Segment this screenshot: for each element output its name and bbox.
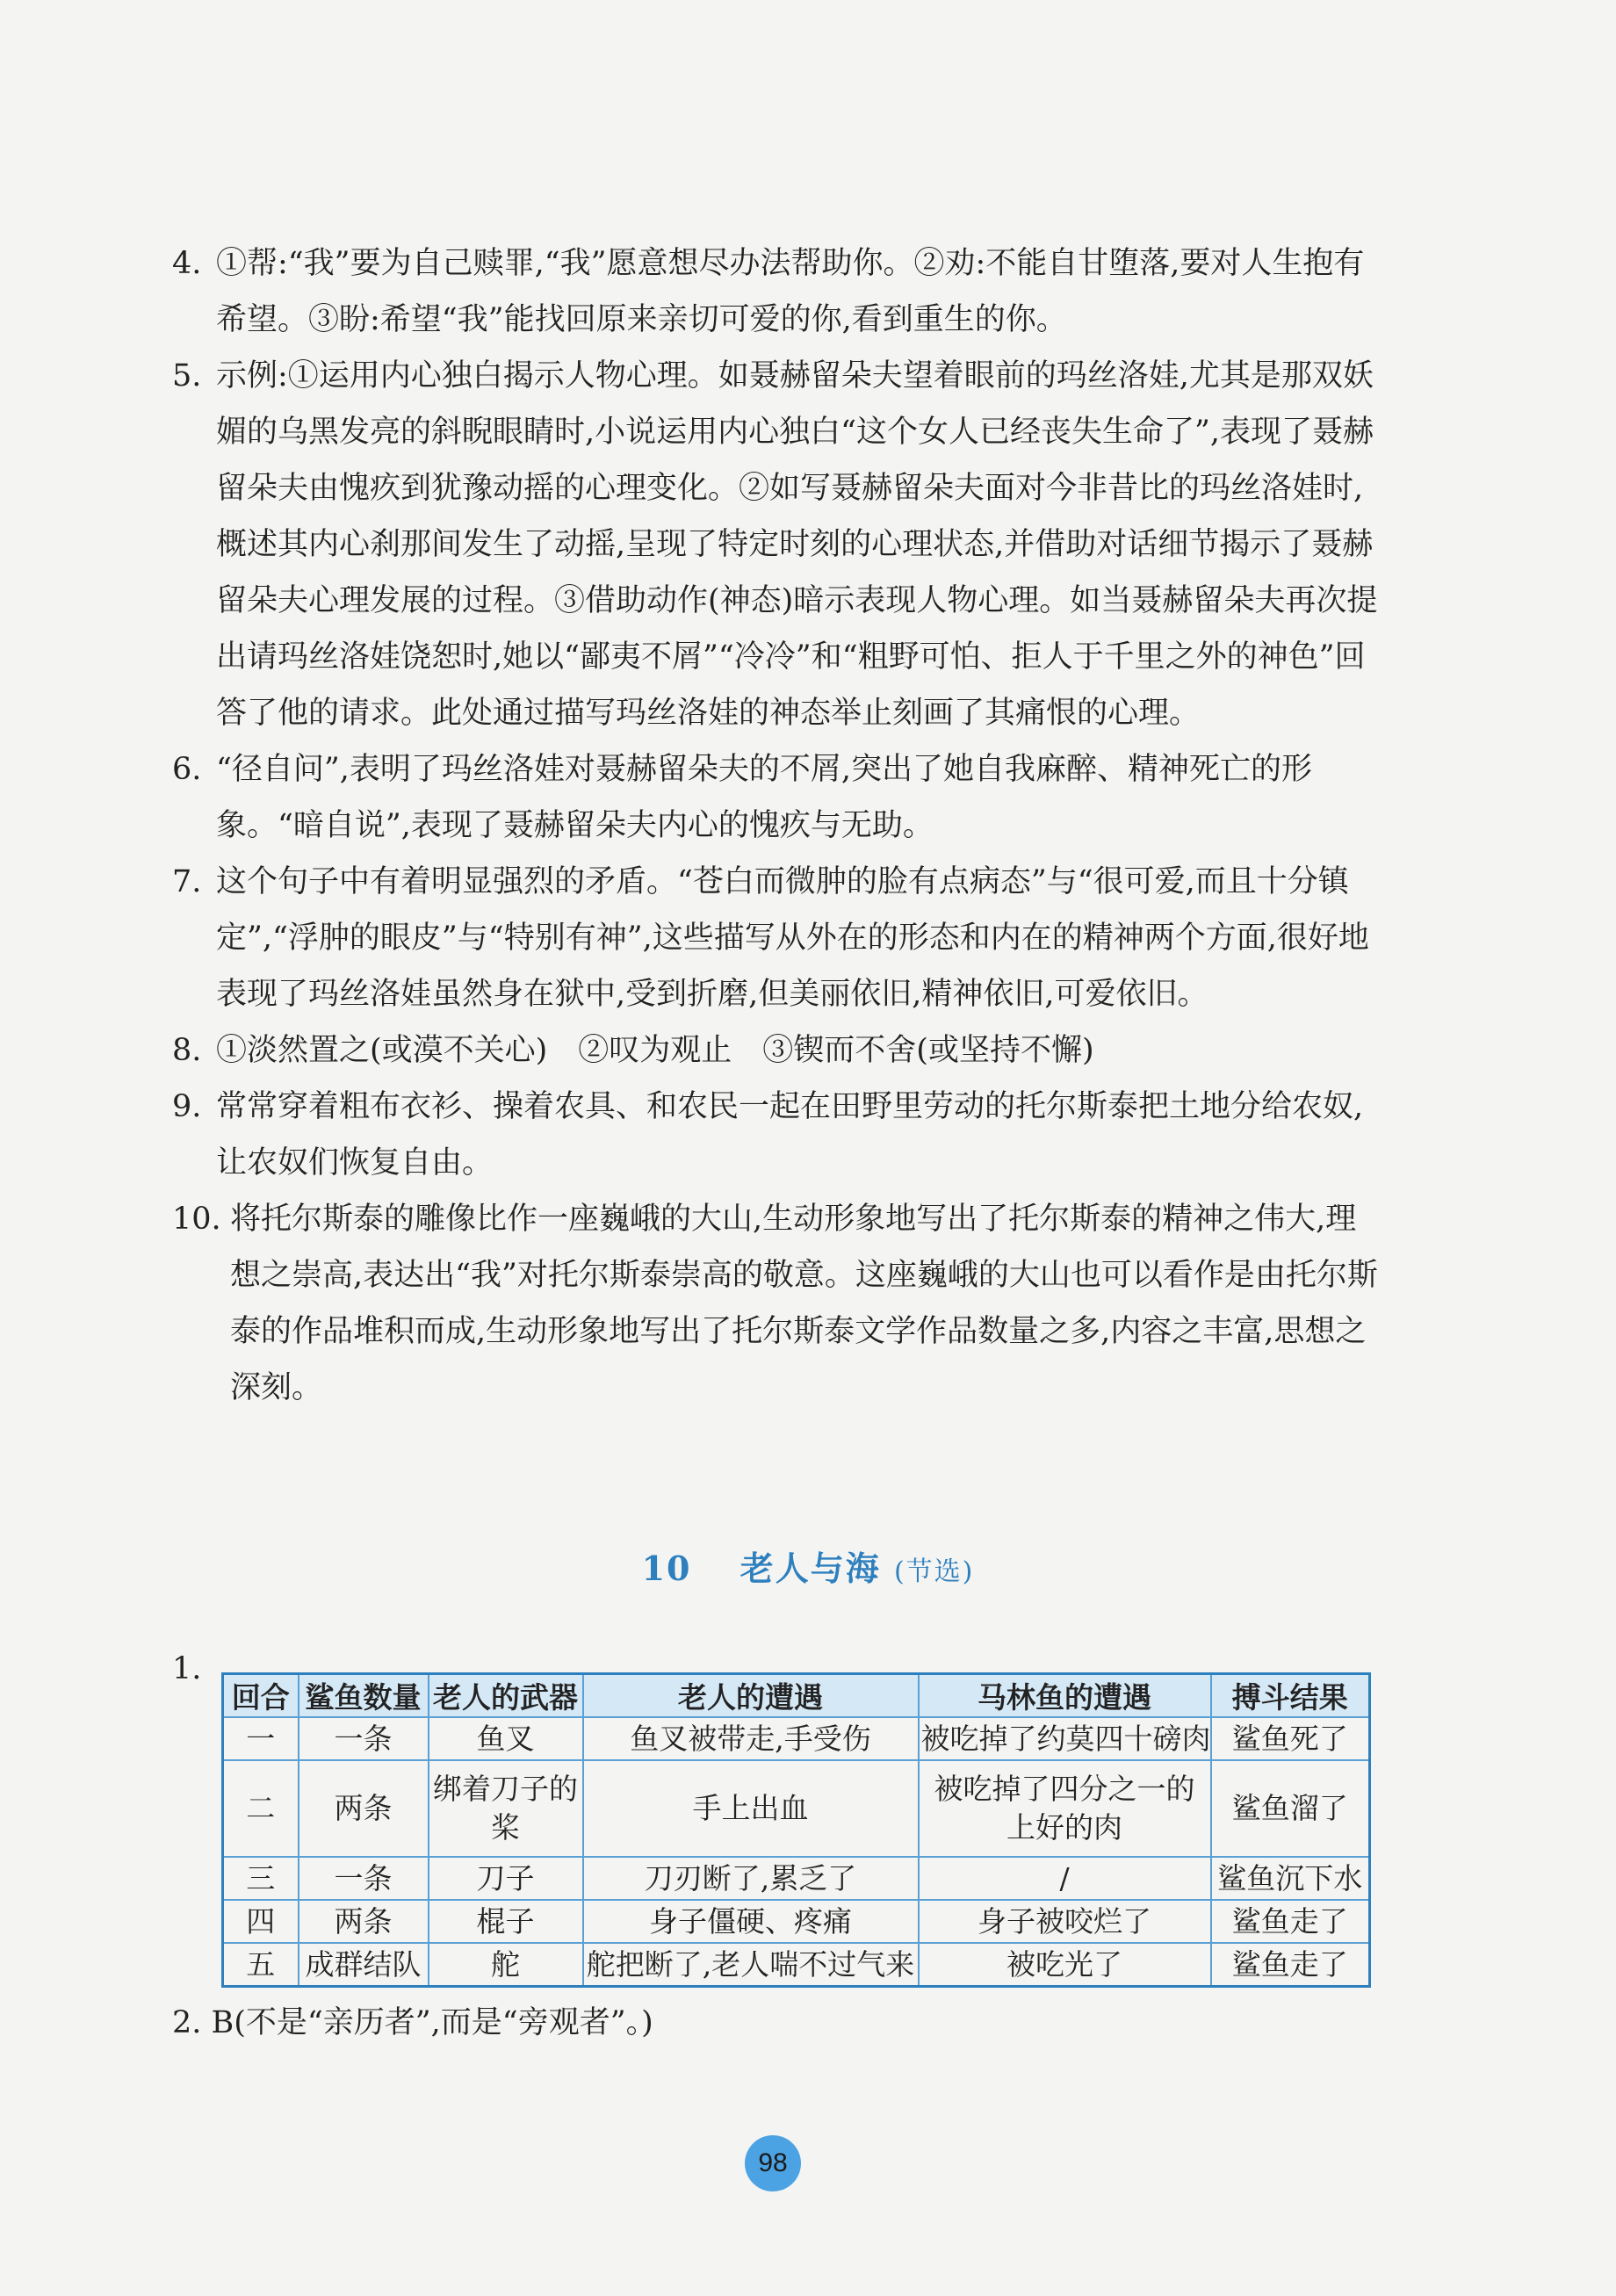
table-cell: 鱼叉被带走,手受伤 — [583, 1717, 919, 1760]
answer-item-6 — [172, 741, 1384, 854]
table-cell: 一条 — [299, 1717, 429, 1760]
answer-item-4 — [172, 235, 1384, 348]
table-cell: 鲨鱼溜了 — [1211, 1760, 1370, 1857]
table-cell: 绑着刀子的桨 — [429, 1760, 583, 1857]
column-header: 鲨鱼数量 — [299, 1674, 429, 1718]
column-header: 搏斗结果 — [1211, 1674, 1370, 1718]
answer-number: 9. — [172, 1089, 202, 1124]
shark-encounter-table — [221, 1672, 1371, 1988]
table-row — [223, 1760, 1370, 1857]
answer-number: 4. — [172, 246, 202, 281]
answer-number: 7. — [172, 864, 202, 899]
section-number: 10 — [641, 1549, 692, 1588]
table-cell: 身子僵硬、疼痛 — [583, 1900, 919, 1943]
answer-text: “径自问”,表明了玛丝洛娃对聂赫留朵夫的不屑,突出了她自我麻醉、精神死亡的形象。“暗自说”,表现了聂赫留朵夫内心的愧疚与无助。 — [216, 752, 1313, 843]
section-title-text: 老人与海 — [739, 1549, 881, 1588]
section-title — [0, 1541, 1616, 1590]
table-cell: 一条 — [299, 1857, 429, 1900]
answer-text: 这个句子中有着明显强烈的矛盾。“苍白而微肿的脸有点病态”与“很可爱,而且十分镇定”,“浮肿的眼皮”与“特别有神”,这些描写从外在的形态和内在的精神两个方面,很好地表现了玛丝洛娃虽然身在狱中,受到折磨,但美丽依旧,精神依旧,可爱依旧。 — [216, 864, 1369, 1012]
column-header: 老人的武器 — [429, 1674, 583, 1718]
answer-item-7 — [172, 854, 1384, 1022]
table-cell: 刀子 — [429, 1857, 583, 1900]
table-cell: 一 — [223, 1717, 299, 1760]
table-cell: 舵 — [429, 1943, 583, 1987]
table-cell: 五 — [223, 1943, 299, 1987]
table-cell: 鲨鱼走了 — [1211, 1943, 1370, 1987]
column-header: 回合 — [223, 1674, 299, 1718]
answer-text: 示例:①运用内心独白揭示人物心理。如聂赫留朵夫望着眼前的玛丝洛娃,尤其是那双妖媚的乌黑发亮的斜睨眼睛时,小说运用内心独白“这个女人已经丧失生命了”,表现了聂赫留朵夫由愧疚到犹豫动摇的心理变化。②如写聂赫留朵夫面对今非昔比的玛丝洛娃时,概述其内心刹那间发生了动摇,呈现了特定时刻的心理状态,并借助对话细节揭示了聂赫留朵夫心理发展的过程。③借助动作(神态)暗示表现人物心理。如当聂赫留朵夫再次提出请玛丝洛娃饶恕时,她以“鄙夷不屑”“冷冷”和“粗野可怕、拒人于千里之外的神色”回答了他的请求。此处通过描写玛丝洛娃的神态举止刻画了其痛恨的心理。 — [216, 358, 1378, 731]
section-subtitle: (节选) — [893, 1556, 975, 1587]
table-cell: 舵把断了,老人喘不过气来 — [583, 1943, 919, 1987]
question-1-number: 1. — [172, 1651, 202, 1686]
table-cell: 手上出血 — [583, 1760, 919, 1857]
column-header: 马林鱼的遭遇 — [919, 1674, 1211, 1718]
table-cell: 鲨鱼走了 — [1211, 1900, 1370, 1943]
table-header-row — [223, 1674, 1370, 1718]
answer-item-5 — [172, 348, 1384, 741]
table-cell: 成群结队 — [299, 1943, 429, 1987]
answer-text: ①帮:“我”要为自己赎罪,“我”愿意想尽办法帮助你。②劝:不能自甘堕落,要对人生抱有希望。③盼:希望“我”能找回原来亲切可爱的你,看到重生的你。 — [216, 246, 1365, 337]
answer-number: 5. — [172, 358, 202, 393]
table-cell: 鲨鱼沉下水 — [1211, 1857, 1370, 1900]
table-cell: 棍子 — [429, 1900, 583, 1943]
table-cell: 鲨鱼死了 — [1211, 1717, 1370, 1760]
table-cell: 三 — [223, 1857, 299, 1900]
answer-item-8 — [172, 1022, 1384, 1079]
table-cell: / — [919, 1857, 1211, 1900]
answer-text: 常常穿着粗布衣衫、操着农具、和农民一起在田野里劳动的托尔斯泰把土地分给农奴,让农奴们恢复自由。 — [216, 1089, 1364, 1180]
answer-item-10 — [172, 1191, 1384, 1416]
table-cell: 两条 — [299, 1900, 429, 1943]
table-cell: 刀刃断了,累乏了 — [583, 1857, 919, 1900]
table-cell: 被吃掉了约莫四十磅肉 — [919, 1717, 1211, 1760]
answer-number: 10. — [172, 1202, 221, 1237]
table-cell: 二 — [223, 1760, 299, 1857]
table-cell: 被吃掉了四分之一的上好的肉 — [919, 1760, 1211, 1857]
answer-item-9 — [172, 1079, 1384, 1191]
table-cell: 身子被咬烂了 — [919, 1900, 1211, 1943]
answer-text: ①淡然置之(或漠不关心) ②叹为观止 ③锲而不舍(或坚持不懈) — [216, 1033, 1094, 1068]
answer-number: 6. — [172, 752, 202, 787]
answer-number: 8. — [172, 1033, 202, 1068]
question-2-answer: 2. B(不是“亲历者”,而是“旁观者”。) — [172, 2005, 653, 2040]
answer-text: 将托尔斯泰的雕像比作一座巍峨的大山,生动形象地写出了托尔斯泰的精神之伟大,理想之崇高,表达出“我”对托尔斯泰崇高的敬意。这座巍峨的大山也可以看作是由托尔斯泰的作品堆积而成,生动形象地写出了托尔斯泰文学作品数量之多,内容之丰富,思想之深刻。 — [230, 1202, 1378, 1405]
answer-list — [172, 235, 1384, 1416]
table-cell: 两条 — [299, 1760, 429, 1857]
table-cell: 被吃光了 — [919, 1943, 1211, 1987]
table-cell: 鱼叉 — [429, 1717, 583, 1760]
table-row — [223, 1943, 1370, 1987]
table-row — [223, 1717, 1370, 1760]
page-number-badge: 98 — [745, 2135, 801, 2191]
table-row — [223, 1900, 1370, 1943]
table-cell: 四 — [223, 1900, 299, 1943]
table-row — [223, 1857, 1370, 1900]
column-header: 老人的遭遇 — [583, 1674, 919, 1718]
